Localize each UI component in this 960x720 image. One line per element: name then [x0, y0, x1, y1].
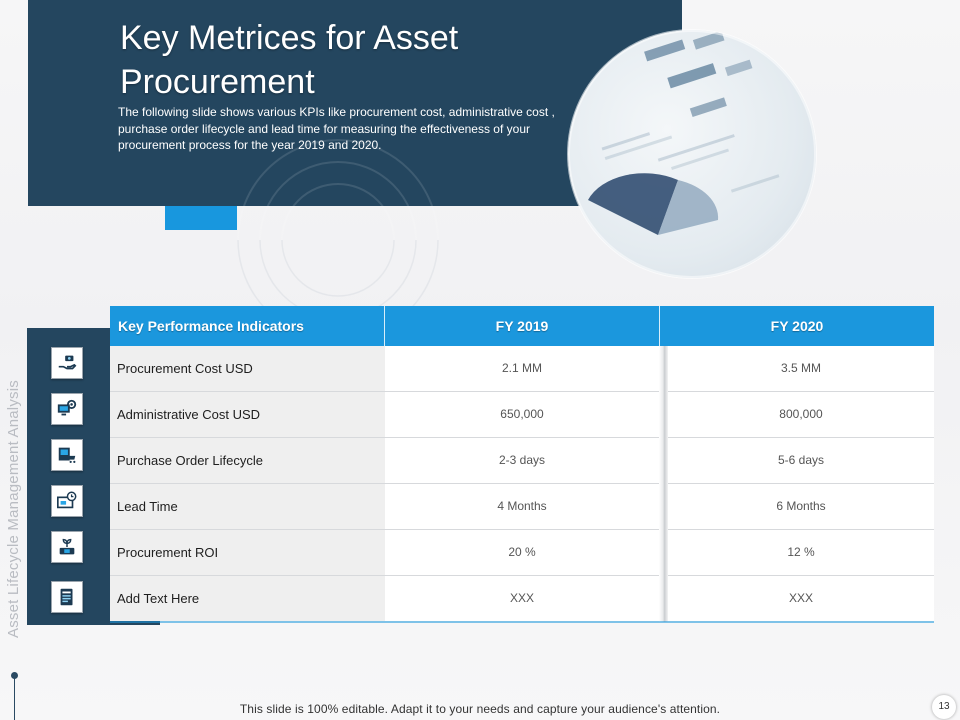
dollar-plant-icon — [51, 531, 83, 563]
fy2019-value: 4 Months — [385, 484, 659, 529]
hand-money-icon — [51, 347, 83, 379]
table-header — [110, 306, 934, 346]
fy2019-value: 650,000 — [385, 392, 659, 437]
table-row — [110, 484, 934, 530]
fy2020-value: 3.5 MM — [668, 346, 934, 391]
kpi-label: Purchase Order Lifecycle — [110, 438, 385, 483]
fy2019-value: 2.1 MM — [385, 346, 659, 391]
slide-subtitle: The following slide shows various KPIs like procurement cost, administrative cost , purchase order lifecycle and lead time for measuring the effectiveness of your procurement process for the year 2019 and 2020. — [118, 105, 555, 152]
kpi-label: Lead Time — [110, 484, 385, 529]
header-fy2020: FY 2020 — [770, 318, 824, 334]
table-row — [110, 576, 934, 622]
table-row — [110, 530, 934, 576]
document-icon — [51, 581, 83, 613]
computer-gear-icon — [51, 393, 83, 425]
kpi-label: Procurement ROI — [110, 530, 385, 575]
fy2019-value: 2-3 days — [385, 438, 659, 483]
fy2020-value: 12 % — [668, 530, 934, 575]
footer-note: This slide is 100% editable. Adapt it to your needs and capture your audience's attention. — [239, 702, 721, 716]
kpi-table — [110, 306, 934, 622]
kpi-label: Administrative Cost USD — [110, 392, 385, 437]
kpi-label: Procurement Cost USD — [110, 346, 385, 391]
side-dot — [11, 672, 18, 679]
header-kpi: Key Performance Indicators — [118, 318, 304, 334]
report-chart-image — [568, 30, 816, 278]
table-row — [110, 346, 934, 392]
fy2020-value: 5-6 days — [668, 438, 934, 483]
fy2020-value: XXX — [668, 576, 934, 621]
deck-side-label: Asset Lifecycle Management Analysis — [5, 380, 22, 638]
header-fy2019: FY 2019 — [495, 318, 549, 334]
fy2020-value: 6 Months — [668, 484, 934, 529]
table-row — [110, 438, 934, 484]
fy2020-value: 800,000 — [668, 392, 934, 437]
page-number: 13 — [932, 695, 956, 719]
fy2019-value: XXX — [385, 576, 659, 621]
slide-title: Key Metrices for Asset Procurement — [120, 19, 459, 101]
column-fold-shadow — [659, 346, 668, 622]
fy2019-value: 20 % — [385, 530, 659, 575]
table-row — [110, 392, 934, 438]
header-accent-bar — [165, 206, 237, 230]
report-photo — [568, 30, 816, 278]
cart-screen-icon — [51, 439, 83, 471]
table-bottom-rule — [110, 621, 934, 623]
kpi-label: Add Text Here — [110, 576, 385, 621]
clock-screen-icon — [51, 485, 83, 517]
